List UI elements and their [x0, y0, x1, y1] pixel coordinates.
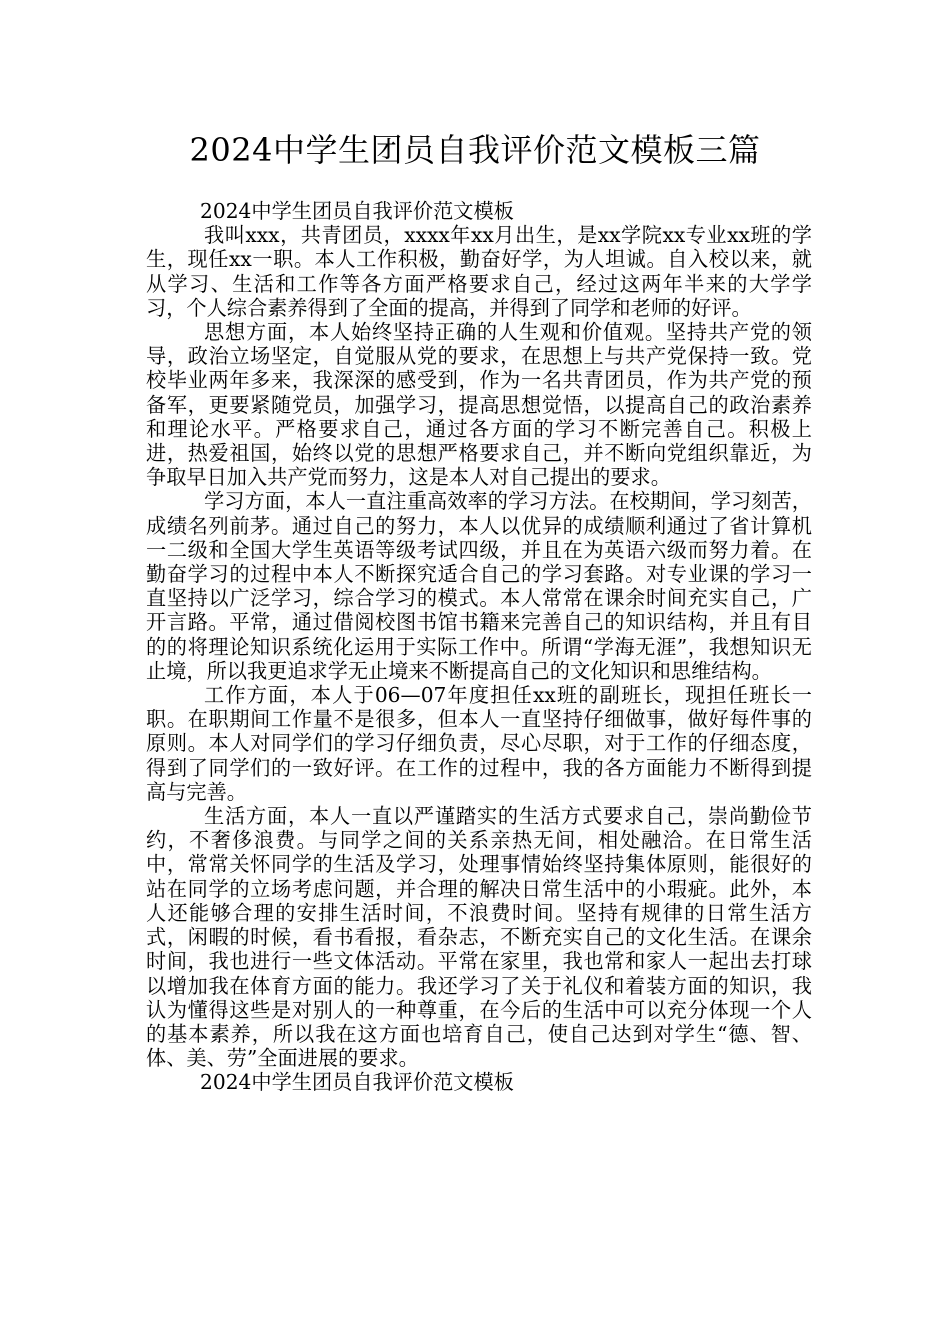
section-subheading: 2024中学生团员自我评价范文模板 — [200, 199, 514, 223]
intro-paragraph: 我叫xxx，共青团员，xxxx年xx月出生，是xx学院xx专业xx班的学生，现任xx一职。本人工作积极，勤奋好学，为人坦诚。自入校以来，就从学习、生活和工作等各方面严格要求自己，经过这两年半来的大学学习，个人综合素养得到了全面的提高，并得到了同学和老师的好评。 — [146, 223, 812, 320]
document-body — [146, 199, 812, 1095]
life-paragraph: 生活方面，本人一直以严谨踏实的生活方式要求自己，崇尚勤俭节约，不奢侈浪费。与同学之间的关系亲热无间，相处融洽。在日常生活中，常常关怀同学的生活及学习，处理事情始终坚持集体原则，能很好的站在同学的立场考虑问题，并合理的解决日常生活中的小瑕疵。此外，本人还能够合理的安排生活时间，不浪费时间。坚持有规律的日常生活方式，闲暇的时候，看书看报，看杂志，不断充实自己的文化生活。在课余时间，我也进行一些文体活动。平常在家里，我也常和家人一起出去打球以增加我在体育方面的能力。我还学习了关于礼仪和着装方面的知识，我认为懂得这些是对别人的一种尊重，在今后的生活中可以充分体现一个人的基本素养，所以我在这方面也培育自己，使自己达到对学生“德、智、体、美、劳”全面进展的要求。 — [146, 804, 812, 1071]
work-paragraph: 工作方面，本人于06—07年度担任xx班的副班长，现担任班长一职。在职期间工作量不是很多，但本人一直坚持仔细做事，做好每件事的原则。本人对同学们的学习仔细负责，尽心尽职，对于工作的仔细态度，得到了同学们的一致好评。在工作的过程中，我的各方面能力不断得到提高与完善。 — [146, 683, 812, 804]
trailing-subheading: 2024中学生团员自我评价范文模板 — [200, 1070, 514, 1095]
ideology-paragraph: 思想方面，本人始终坚持正确的人生观和价值观。坚持共产党的领导，政治立场坚定，自觉服从党的要求，在思想上与共产党保持一致。党校毕业两年多来，我深深的感受到，作为一名共青团员，作为共产党的预备军，更要紧随党员，加强学习，提高思想觉悟，以提高自己的政治素养和理论水平。严格要求自己，通过各方面的学习不断完善自己。积极上进，热爱祖国，始终以党的思想严格要求自己，并不断向党组织靠近，为争取早日加入共产党而努力，这是本人对自己提出的要求。 — [146, 320, 812, 490]
study-paragraph: 学习方面，本人一直注重高效率的学习方法。在校期间，学习刻苦，成绩名列前茅。通过自己的努力，本人以优异的成绩顺利通过了省计算机一二级和全国大学生英语等级考试四级，并且在为英语六级而努力着。在勤奋学习的过程中本人不断探究适合自己的学习套路。对专业课的学习一直坚持以广泛学习，综合学习的模式。本人常常在课余时间充实自己，广开言路。平常，通过借阅校图书馆书籍来完善自己的知识结构，并且有目的的将理论知识系统化运用于实际工作中。所谓“学海无涯”，我想知识无止境，所以我更追求学无止境来不断提高自己的文化知识和思维结构。 — [146, 489, 812, 683]
document-title: 2024中学生团员自我评价范文模板三篇 — [189, 131, 761, 169]
